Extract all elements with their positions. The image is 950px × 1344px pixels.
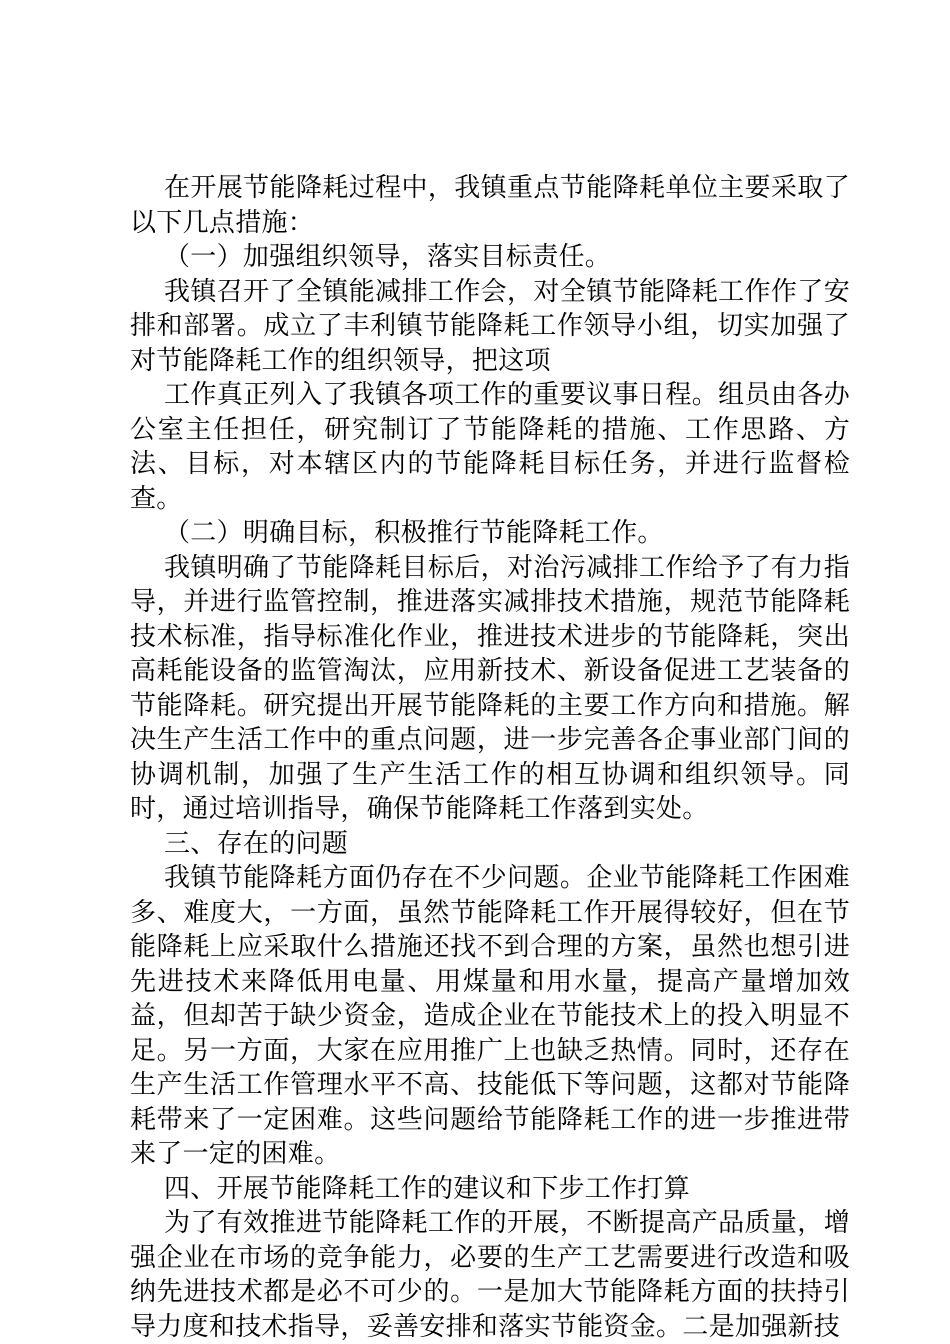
body-paragraph: 我镇明确了节能降耗目标后，对治污减排工作给予了有力指导，并进行监管控制，推进落实减排技术措施，规范节能降耗技术标准，指导标准化作业，推进技术进步的节能降耗，突出高耗能设备的监管淘汰，应用新技术、新设备促进工艺装备的节能降耗。研究提出开展节能降耗的主要工作方向和措施。解决生产生活工作中的重点问题，进一步完善各企事业部门间的协调机制，加强了生产生活工作的相互协调和组织领导。同时，通过培训指导，确保节能降耗工作落到实处。 <box>130 552 850 824</box>
body-paragraph: 工作真正列入了我镇各项工作的重要议事日程。组员由各办公室主任担任，研究制订了节能降耗的措施、工作思路、方法、目标，对本辖区内的节能降耗目标任务，并进行监督检查。 <box>130 380 850 514</box>
intro-paragraph: 在开展节能降耗过程中，我镇重点节能降耗单位主要采取了以下几点措施： <box>130 173 850 238</box>
section-heading-2: （二）明确目标，积极推行节能降耗工作。 <box>164 518 664 548</box>
section-heading-1: （一）加强组织领导，落实目标责任。 <box>164 242 612 272</box>
body-paragraph: 我镇召开了全镇能减排工作会，对全镇节能降耗工作作了安排和部署。成立了丰利镇节能降耗工作领导小组，切实加强了对节能降耗工作的组织领导，把这项 <box>130 276 850 376</box>
section-heading-3: 三、存在的问题 <box>164 828 349 859</box>
body-paragraph: 我镇节能降耗方面仍存在不少问题。企业节能降耗工作困难多、难度大，一方面，虽然节能降耗工作开展得较好，但在节能降耗上应采取什么措施还找不到合理的方案，虽然也想引进先进技术来降低用电量、用煤量和用水量，提高产量增加效益，但却苦于缺少资金，造成企业在节能技术上的投入明显不足。另一方面，大家在应用推广上也缺乏热情。同时，还存在生产生活工作管理水平不高、技能低下等问题，这都对节能降耗带来了一定困难。这些问题给节能降耗工作的进一步推进带来了一定的困难。 <box>130 863 850 1169</box>
body-paragraph: 为了有效推进节能降耗工作的开展，不断提高产品质量，增强企业在市场的竞争能力，必要的生产工艺需要进行改造和吸纳先进技术都是必不可少的。一是加大节能降耗方面的扶持引导力度和技术指导，妥善安排和落实节能资金。二是加强新技 <box>130 1208 850 1342</box>
document-body <box>130 171 850 1344</box>
section-heading-4: 四、开展节能降耗工作的建议和下步工作打算 <box>164 1173 691 1204</box>
